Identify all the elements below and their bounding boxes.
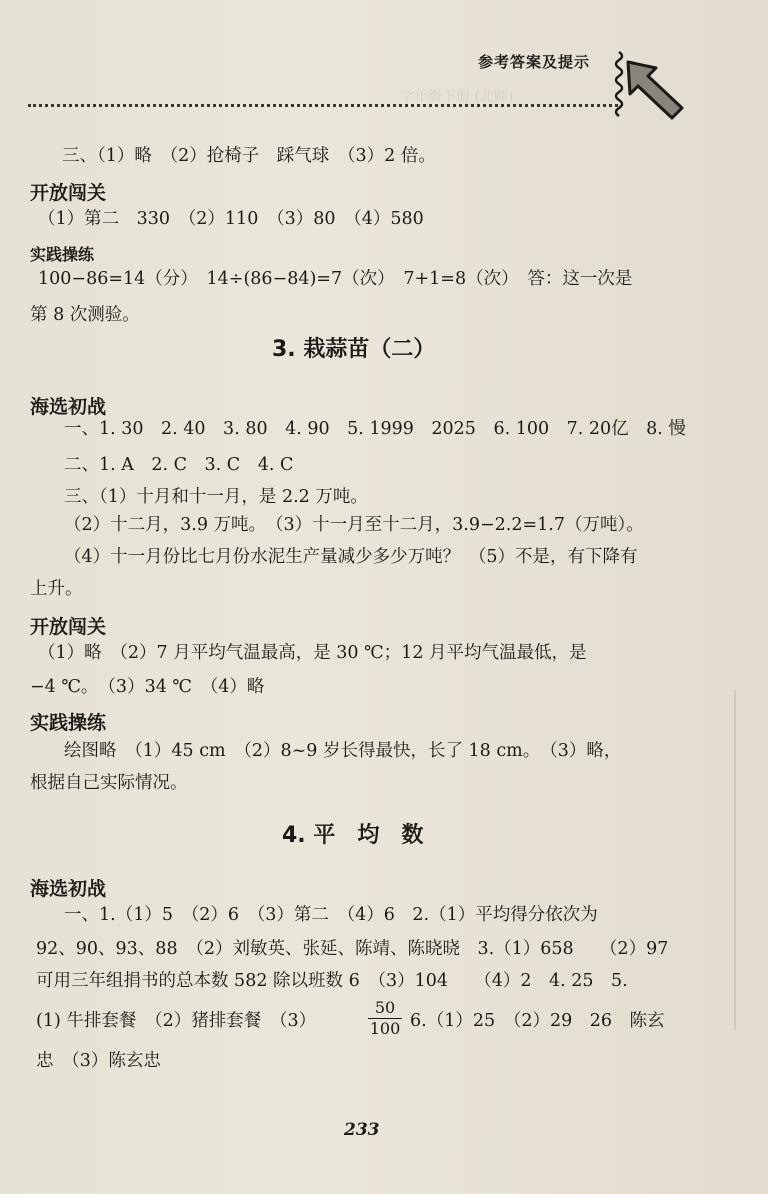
wavy-line-ornament <box>612 50 626 120</box>
answer-line: 三、（1）略 （2）抢椅子 踩气球 （3）2 倍。 <box>62 146 436 166</box>
answer-line: （1）略 （2）7 月平均气温最高，是 30 ℃；12 月平均气温最低，是 <box>38 643 587 663</box>
answer-line: 忠 （3）陈玄忠 <box>36 1051 161 1071</box>
answer-line: 一、1.（1）5 （2）6 （3）第二 （4）6 2.（1）平均得分依次为 <box>64 905 598 925</box>
header-divider <box>28 104 618 107</box>
page-number: 233 <box>344 1120 380 1140</box>
header-label: 参考答案及提示 <box>478 53 591 71</box>
section-heading: 海选初战 <box>30 878 107 900</box>
answer-line: (1) 牛排套餐 （2）猪排套餐 （3） <box>36 1011 317 1031</box>
section-heading: 海选初战 <box>30 396 107 418</box>
answer-line: 上升。 <box>30 579 83 599</box>
section-heading: 实践操练 <box>30 712 107 734</box>
answer-line: 绘图略 （1）45 cm （2）8~9 岁长得最快，长了 18 cm。 （3）略， <box>64 741 622 761</box>
fraction-denominator: 100 <box>369 1019 401 1038</box>
answer-line: 根据自己实际情况。 <box>30 773 188 793</box>
answer-line: （4）十一月份比七月份水泥生产量减少多少万吨？ （5）不是，有下降有 <box>64 547 638 567</box>
page-edge-shadow <box>734 690 736 1030</box>
section-heading: 实践操练 <box>30 245 95 264</box>
section-heading: 开放闯关 <box>30 616 107 638</box>
section-title: 3. 栽蒜苗（二） <box>272 337 436 362</box>
fraction <box>368 998 402 1039</box>
answer-line: （2）十二月，3.9 万吨。 （3）十一月至十二月，3.9−2.2=1.7（万吨）。 <box>64 515 644 535</box>
answer-line: −4 ℃。 （3）34 ℃ （4）略 <box>30 677 265 697</box>
section-title: 4. 平 均 数 <box>282 823 424 848</box>
answer-line: 92、90、93、88 （2）刘敏英、张延、陈靖、陈晓晓 3.（1）658 （2）97 <box>36 939 669 959</box>
section-heading: 开放闯关 <box>30 182 107 204</box>
answer-line: 二、1. A 2. C 3. C 4. C <box>64 455 294 475</box>
answer-line: 100−86=14（分） 14÷(86−84)=7（次） 7+1=8（次） 答：这一次是 <box>38 269 633 289</box>
arrow-icon <box>626 58 686 120</box>
show-through-decoration: 学年级下册 (北师) <box>400 89 514 105</box>
answer-line: 可用三年组捐书的总本数 582 除以班数 6 （3）104 （4）2 4. 25 5. <box>36 971 628 991</box>
answer-line: 6.（1）25 （2）29 26 陈玄 <box>410 1011 665 1031</box>
answer-line: 一、1. 30 2. 40 3. 80 4. 90 5. 1999 2025 6. 100 7. 20亿 8. 慢 <box>64 419 686 439</box>
fraction-numerator: 50 <box>368 998 402 1019</box>
answer-line: 三、（1）十月和十一月，是 2.2 万吨。 <box>64 487 368 507</box>
answer-line: 第 8 次测验。 <box>30 305 140 325</box>
answer-line: （1）第二 330 （2）110 （3）80 （4）580 <box>38 209 424 229</box>
